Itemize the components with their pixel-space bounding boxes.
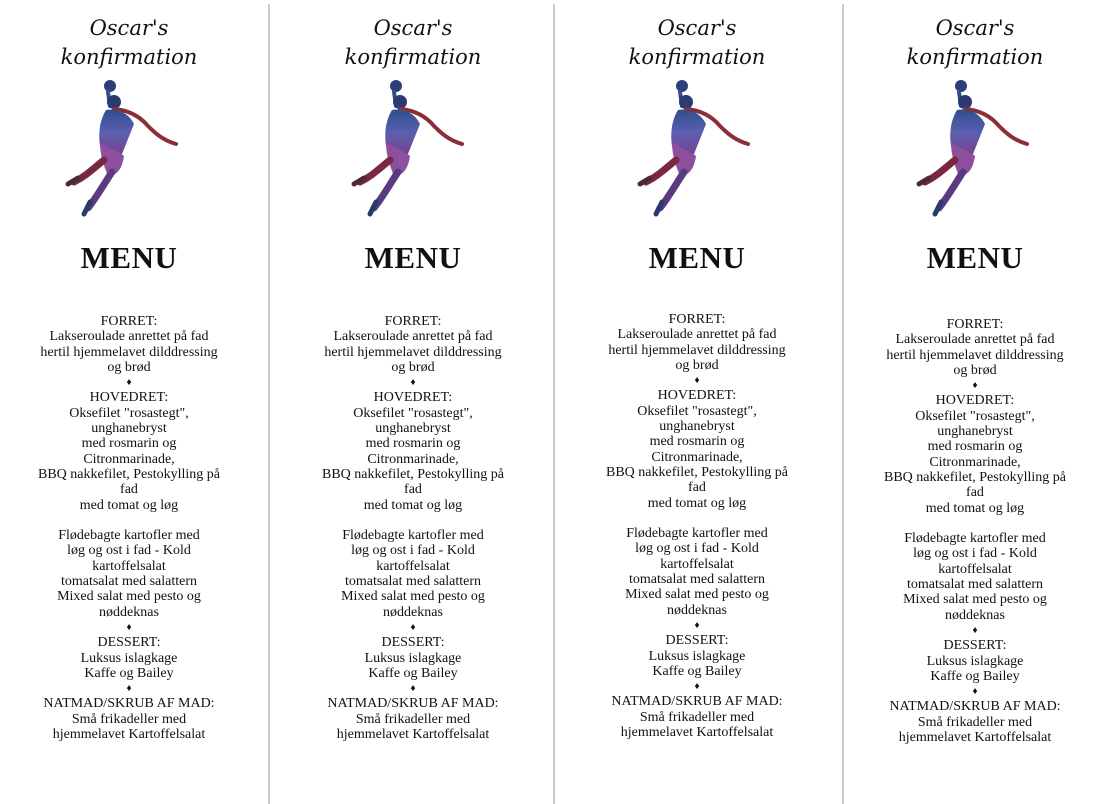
card-title	[308, 14, 518, 72]
dessert-heading: DESSERT:	[97, 635, 161, 651]
diamond-separator: ♦	[126, 377, 132, 389]
menu-card-4	[870, 0, 1080, 804]
tilbehor-line: løg og ost i fad - Kold	[913, 546, 1037, 562]
tilbehor-line: Flødebagte kartofler med	[342, 528, 484, 544]
hovedret-line: BBQ nakkefilet, Pestokylling på	[38, 466, 220, 482]
dessert-line: Luksus islagkage	[926, 653, 1024, 669]
menu-body	[24, 314, 234, 742]
tilbehor-line: Flødebagte kartofler med	[58, 528, 200, 544]
basketball-player-image	[350, 80, 470, 220]
title-line-1: Oscar's	[373, 16, 453, 40]
hovedret-line: Citronmarinade,	[367, 451, 459, 467]
tilbehor-line: nøddeknas	[667, 602, 727, 618]
forret-line: Lakseroulade anrettet på fad	[333, 329, 493, 345]
tilbehor-line: nøddeknas	[99, 604, 159, 620]
tilbehor-line: nøddeknas	[945, 607, 1005, 623]
title-line-2: konfirmation	[628, 45, 766, 69]
hovedret-line: Oksefilet "rosastegt",	[915, 408, 1035, 424]
basketball-player-image	[915, 80, 1035, 220]
natmad-heading: NATMAD/SKRUB AF MAD:	[327, 696, 499, 712]
natmad-line: hjemmelavet Kartoffelsalat	[898, 730, 1052, 746]
forret-line: Lakseroulade anrettet på fad	[49, 329, 209, 345]
tilbehor-line: Flødebagte kartofler med	[626, 526, 768, 542]
hovedret-line: Citronmarinade,	[83, 451, 175, 467]
forret-line: og brød	[107, 359, 151, 375]
dessert-heading: DESSERT:	[665, 633, 729, 649]
diamond-separator: ♦	[410, 377, 416, 389]
hovedret-heading: HOVEDRET:	[935, 393, 1015, 409]
dessert-heading: DESSERT:	[943, 638, 1007, 654]
diamond-separator: ♦	[126, 683, 132, 695]
forret-line: Lakseroulade anrettet på fad	[617, 327, 777, 343]
card-title	[24, 14, 234, 72]
natmad-line: Små frikadeller med	[355, 711, 471, 727]
natmad-line: hjemmelavet Kartoffelsalat	[336, 727, 490, 743]
divider-2	[553, 4, 555, 804]
menu-body	[592, 312, 802, 740]
basketball-player-image	[64, 80, 184, 220]
hovedret-line: fad	[966, 485, 984, 501]
tilbehor-line: kartoffelsalat	[376, 558, 450, 574]
tilbehor-line: løg og ost i fad - Kold	[67, 543, 191, 559]
hovedret-line: fad	[404, 482, 422, 498]
tilbehor-line: tomatsalat med salattern	[344, 574, 482, 590]
menu-body	[870, 317, 1080, 745]
hovedret-line: med tomat og løg	[925, 500, 1025, 516]
hovedret-line: Oksefilet "rosastegt",	[353, 405, 473, 421]
tilbehor-line: tomatsalat med salattern	[906, 577, 1044, 593]
forret-heading: FORRET:	[100, 314, 158, 329]
tilbehor-line: tomatsalat med salattern	[628, 572, 766, 588]
hovedret-line: BBQ nakkefilet, Pestokylling på	[322, 466, 504, 482]
tilbehor-line: Flødebagte kartofler med	[904, 531, 1046, 547]
dessert-line: Luksus islagkage	[648, 648, 746, 664]
forret-line: hertil hjemmelavet dilddressing	[608, 342, 786, 358]
hovedret-line: fad	[688, 480, 706, 496]
menu-heading: MENU	[926, 240, 1024, 275]
forret-heading: FORRET:	[384, 314, 442, 329]
title-line-2: konfirmation	[60, 45, 198, 69]
hovedret-line: BBQ nakkefilet, Pestokylling på	[884, 469, 1066, 485]
hovedret-line: med rosmarin og	[365, 436, 461, 452]
forret-line: hertil hjemmelavet dilddressing	[324, 344, 502, 360]
tilbehor-line: Mixed salat med pesto og	[57, 589, 201, 605]
dessert-heading: DESSERT:	[381, 635, 445, 651]
diamond-separator: ♦	[694, 375, 700, 387]
hovedret-line: Citronmarinade,	[651, 449, 743, 465]
tilbehor-line: kartoffelsalat	[92, 558, 166, 574]
forret-line: Lakseroulade anrettet på fad	[895, 332, 1055, 348]
dessert-line: Kaffe og Bailey	[84, 665, 174, 681]
hovedret-line: med rosmarin og	[649, 434, 745, 450]
tilbehor-line: Mixed salat med pesto og	[625, 587, 769, 603]
hovedret-line: med tomat og løg	[363, 497, 463, 513]
hovedret-heading: HOVEDRET:	[657, 388, 737, 404]
hovedret-line: med tomat og løg	[79, 497, 179, 513]
hovedret-line: fad	[120, 482, 138, 498]
natmad-heading: NATMAD/SKRUB AF MAD:	[889, 699, 1061, 715]
tilbehor-line: tomatsalat med salattern	[60, 574, 198, 590]
card-title	[592, 14, 802, 72]
forret-line: og brød	[675, 357, 719, 373]
hovedret-line: med tomat og løg	[647, 495, 747, 511]
dessert-line: Kaffe og Bailey	[930, 668, 1020, 684]
forret-heading: FORRET:	[668, 312, 726, 327]
tilbehor-line: kartoffelsalat	[938, 561, 1012, 577]
forret-line: og brød	[391, 359, 435, 375]
dessert-line: Luksus islagkage	[364, 650, 462, 666]
hovedret-line: med rosmarin og	[81, 436, 177, 452]
diamond-separator: ♦	[410, 621, 416, 633]
diamond-separator: ♦	[972, 686, 978, 698]
natmad-line: Små frikadeller med	[917, 714, 1033, 730]
hovedret-line: unghanebryst	[91, 421, 167, 437]
hovedret-line: med rosmarin og	[927, 439, 1023, 455]
title-line-2: konfirmation	[344, 45, 482, 69]
divider-1	[268, 4, 270, 804]
title-line-1: Oscar's	[89, 16, 169, 40]
diamond-separator: ♦	[126, 621, 132, 633]
tilbehor-line: løg og ost i fad - Kold	[635, 541, 759, 557]
title-line-1: Oscar's	[657, 16, 737, 40]
forret-line: hertil hjemmelavet dilddressing	[886, 347, 1064, 363]
menu-body	[308, 314, 518, 742]
forret-line: og brød	[953, 362, 997, 378]
forret-line: hertil hjemmelavet dilddressing	[40, 344, 218, 360]
hovedret-line: unghanebryst	[659, 419, 735, 435]
tilbehor-line: nøddeknas	[383, 604, 443, 620]
hovedret-line: unghanebryst	[375, 421, 451, 437]
menu-heading: MENU	[364, 240, 462, 275]
diamond-separator: ♦	[694, 681, 700, 693]
natmad-line: hjemmelavet Kartoffelsalat	[52, 727, 206, 743]
dessert-line: Kaffe og Bailey	[652, 663, 742, 679]
menu-heading: MENU	[80, 240, 178, 275]
tilbehor-line: Mixed salat med pesto og	[903, 592, 1047, 608]
forret-heading: FORRET:	[946, 317, 1004, 332]
divider-3	[842, 4, 844, 804]
diamond-separator: ♦	[410, 683, 416, 695]
menu-heading: MENU	[648, 240, 746, 275]
hovedret-heading: HOVEDRET:	[89, 390, 169, 406]
natmad-line: Små frikadeller med	[71, 711, 187, 727]
hovedret-line: Oksefilet "rosastegt",	[69, 405, 189, 421]
dessert-line: Kaffe og Bailey	[368, 665, 458, 681]
tilbehor-line: løg og ost i fad - Kold	[351, 543, 475, 559]
hovedret-heading: HOVEDRET:	[373, 390, 453, 406]
title-line-2: konfirmation	[906, 45, 1044, 69]
hovedret-line: Oksefilet "rosastegt",	[637, 403, 757, 419]
natmad-line: hjemmelavet Kartoffelsalat	[620, 725, 774, 741]
card-title	[870, 14, 1080, 72]
menu-card-1	[24, 0, 234, 804]
tilbehor-line: kartoffelsalat	[660, 556, 734, 572]
diamond-separator: ♦	[972, 624, 978, 636]
natmad-heading: NATMAD/SKRUB AF MAD:	[43, 696, 215, 712]
basketball-player-image	[636, 80, 756, 220]
hovedret-line: Citronmarinade,	[929, 454, 1021, 470]
diamond-separator: ♦	[972, 380, 978, 392]
natmad-heading: NATMAD/SKRUB AF MAD:	[611, 694, 783, 710]
menu-card-3	[592, 0, 802, 804]
dessert-line: Luksus islagkage	[80, 650, 178, 666]
hovedret-line: BBQ nakkefilet, Pestokylling på	[606, 464, 788, 480]
menu-card-2	[308, 0, 518, 804]
diamond-separator: ♦	[694, 619, 700, 631]
hovedret-line: unghanebryst	[937, 424, 1013, 440]
title-line-1: Oscar's	[935, 16, 1015, 40]
tilbehor-line: Mixed salat med pesto og	[341, 589, 485, 605]
natmad-line: Små frikadeller med	[639, 709, 755, 725]
